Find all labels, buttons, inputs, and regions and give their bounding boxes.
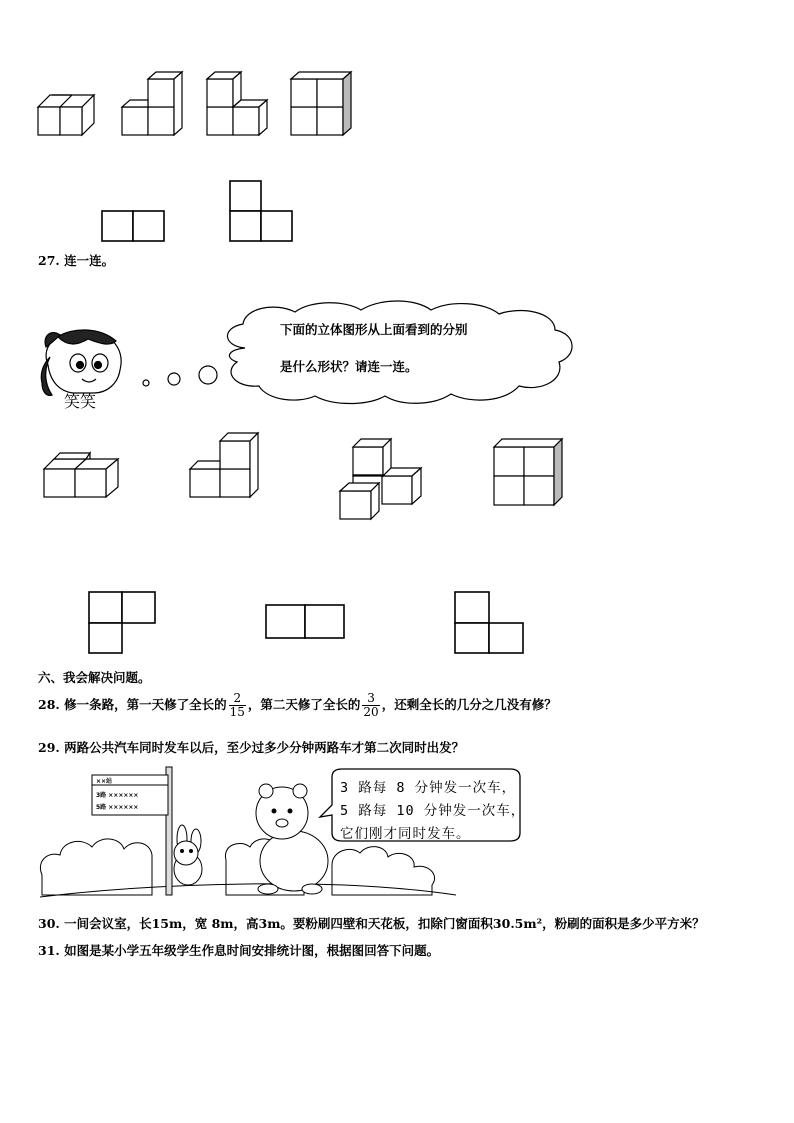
- question-30: [38, 914, 705, 932]
- q27-solid-figures: [0, 410, 794, 650]
- cloud-line-2: 是什么形状？请连一连。: [280, 359, 418, 374]
- girl-cartoon-image: [38, 325, 133, 415]
- q27-solid-d: [494, 439, 562, 505]
- q27-solid-b: [190, 433, 258, 497]
- question-text-a: 修一条路，第一天修了全长的: [64, 697, 227, 712]
- question-29: [38, 738, 464, 756]
- fraction-2-denominator: 20: [363, 705, 379, 719]
- question-number: 30.: [38, 916, 60, 931]
- top-solid-figures: [0, 0, 794, 250]
- section-6-title: 六、我会解决问题。: [38, 670, 151, 685]
- girl-name: 笑笑: [63, 392, 97, 411]
- bubble-line-1: 3 路每 8 分钟发一次车，: [340, 780, 517, 796]
- thought-circles: [140, 365, 220, 395]
- fraction-1-numerator: 2: [229, 692, 246, 706]
- question-28: [38, 692, 557, 719]
- cloud-line-1: 下面的立体图形从上面看到的分别: [280, 322, 468, 337]
- sign-row-1: 3路 ××××××: [96, 792, 139, 799]
- top-solid-2: [122, 72, 182, 135]
- bubble-line-3: 它们刚才同时发车。: [340, 826, 471, 842]
- top-solid-4: [291, 72, 351, 135]
- question-text: 如图是某小学五年级学生作息时间安排统计图，根据图回答下问题。: [64, 943, 440, 958]
- fraction-2: [362, 692, 379, 719]
- question-number: 28.: [38, 697, 60, 712]
- top-flat-views: [102, 181, 292, 241]
- question-31: [38, 941, 439, 959]
- question-number: 29.: [38, 740, 60, 755]
- question-text: 连一连。: [64, 253, 115, 268]
- sign-header: ××站: [96, 778, 113, 785]
- question-text: 两路公共汽车同时发车以后，至少过多少分钟两路车才第二次同时出发？: [64, 740, 465, 755]
- question-27: [38, 251, 114, 269]
- top-solid-1: [38, 95, 94, 135]
- question-text-b: ，第二天修了全长的: [247, 697, 361, 712]
- question-text-c: ，还剩全长的几分之几没有修？: [381, 697, 557, 712]
- q27-solid-c: [340, 439, 421, 519]
- q27-flat-views: [89, 592, 523, 653]
- fraction-1-denominator: 15: [229, 705, 245, 719]
- question-text: 一间会议室，长15m，宽 8m，高3m。要粉刷四壁和天花板，扣除门窗面积30.5m²，粉刷的面积是多少平方米？: [64, 916, 705, 931]
- q27-solid-a: [44, 453, 118, 497]
- fraction-2-numerator: 3: [362, 692, 379, 706]
- top-solid-3: [207, 72, 267, 135]
- fraction-1: [229, 692, 246, 719]
- bubble-line-2: 5 路每 10 分钟发一次车，: [340, 803, 526, 819]
- thought-cloud: [215, 298, 585, 406]
- question-number: 31.: [38, 943, 60, 958]
- sign-row-2: 5路 ××××××: [96, 804, 139, 811]
- question-number: 27.: [38, 253, 60, 268]
